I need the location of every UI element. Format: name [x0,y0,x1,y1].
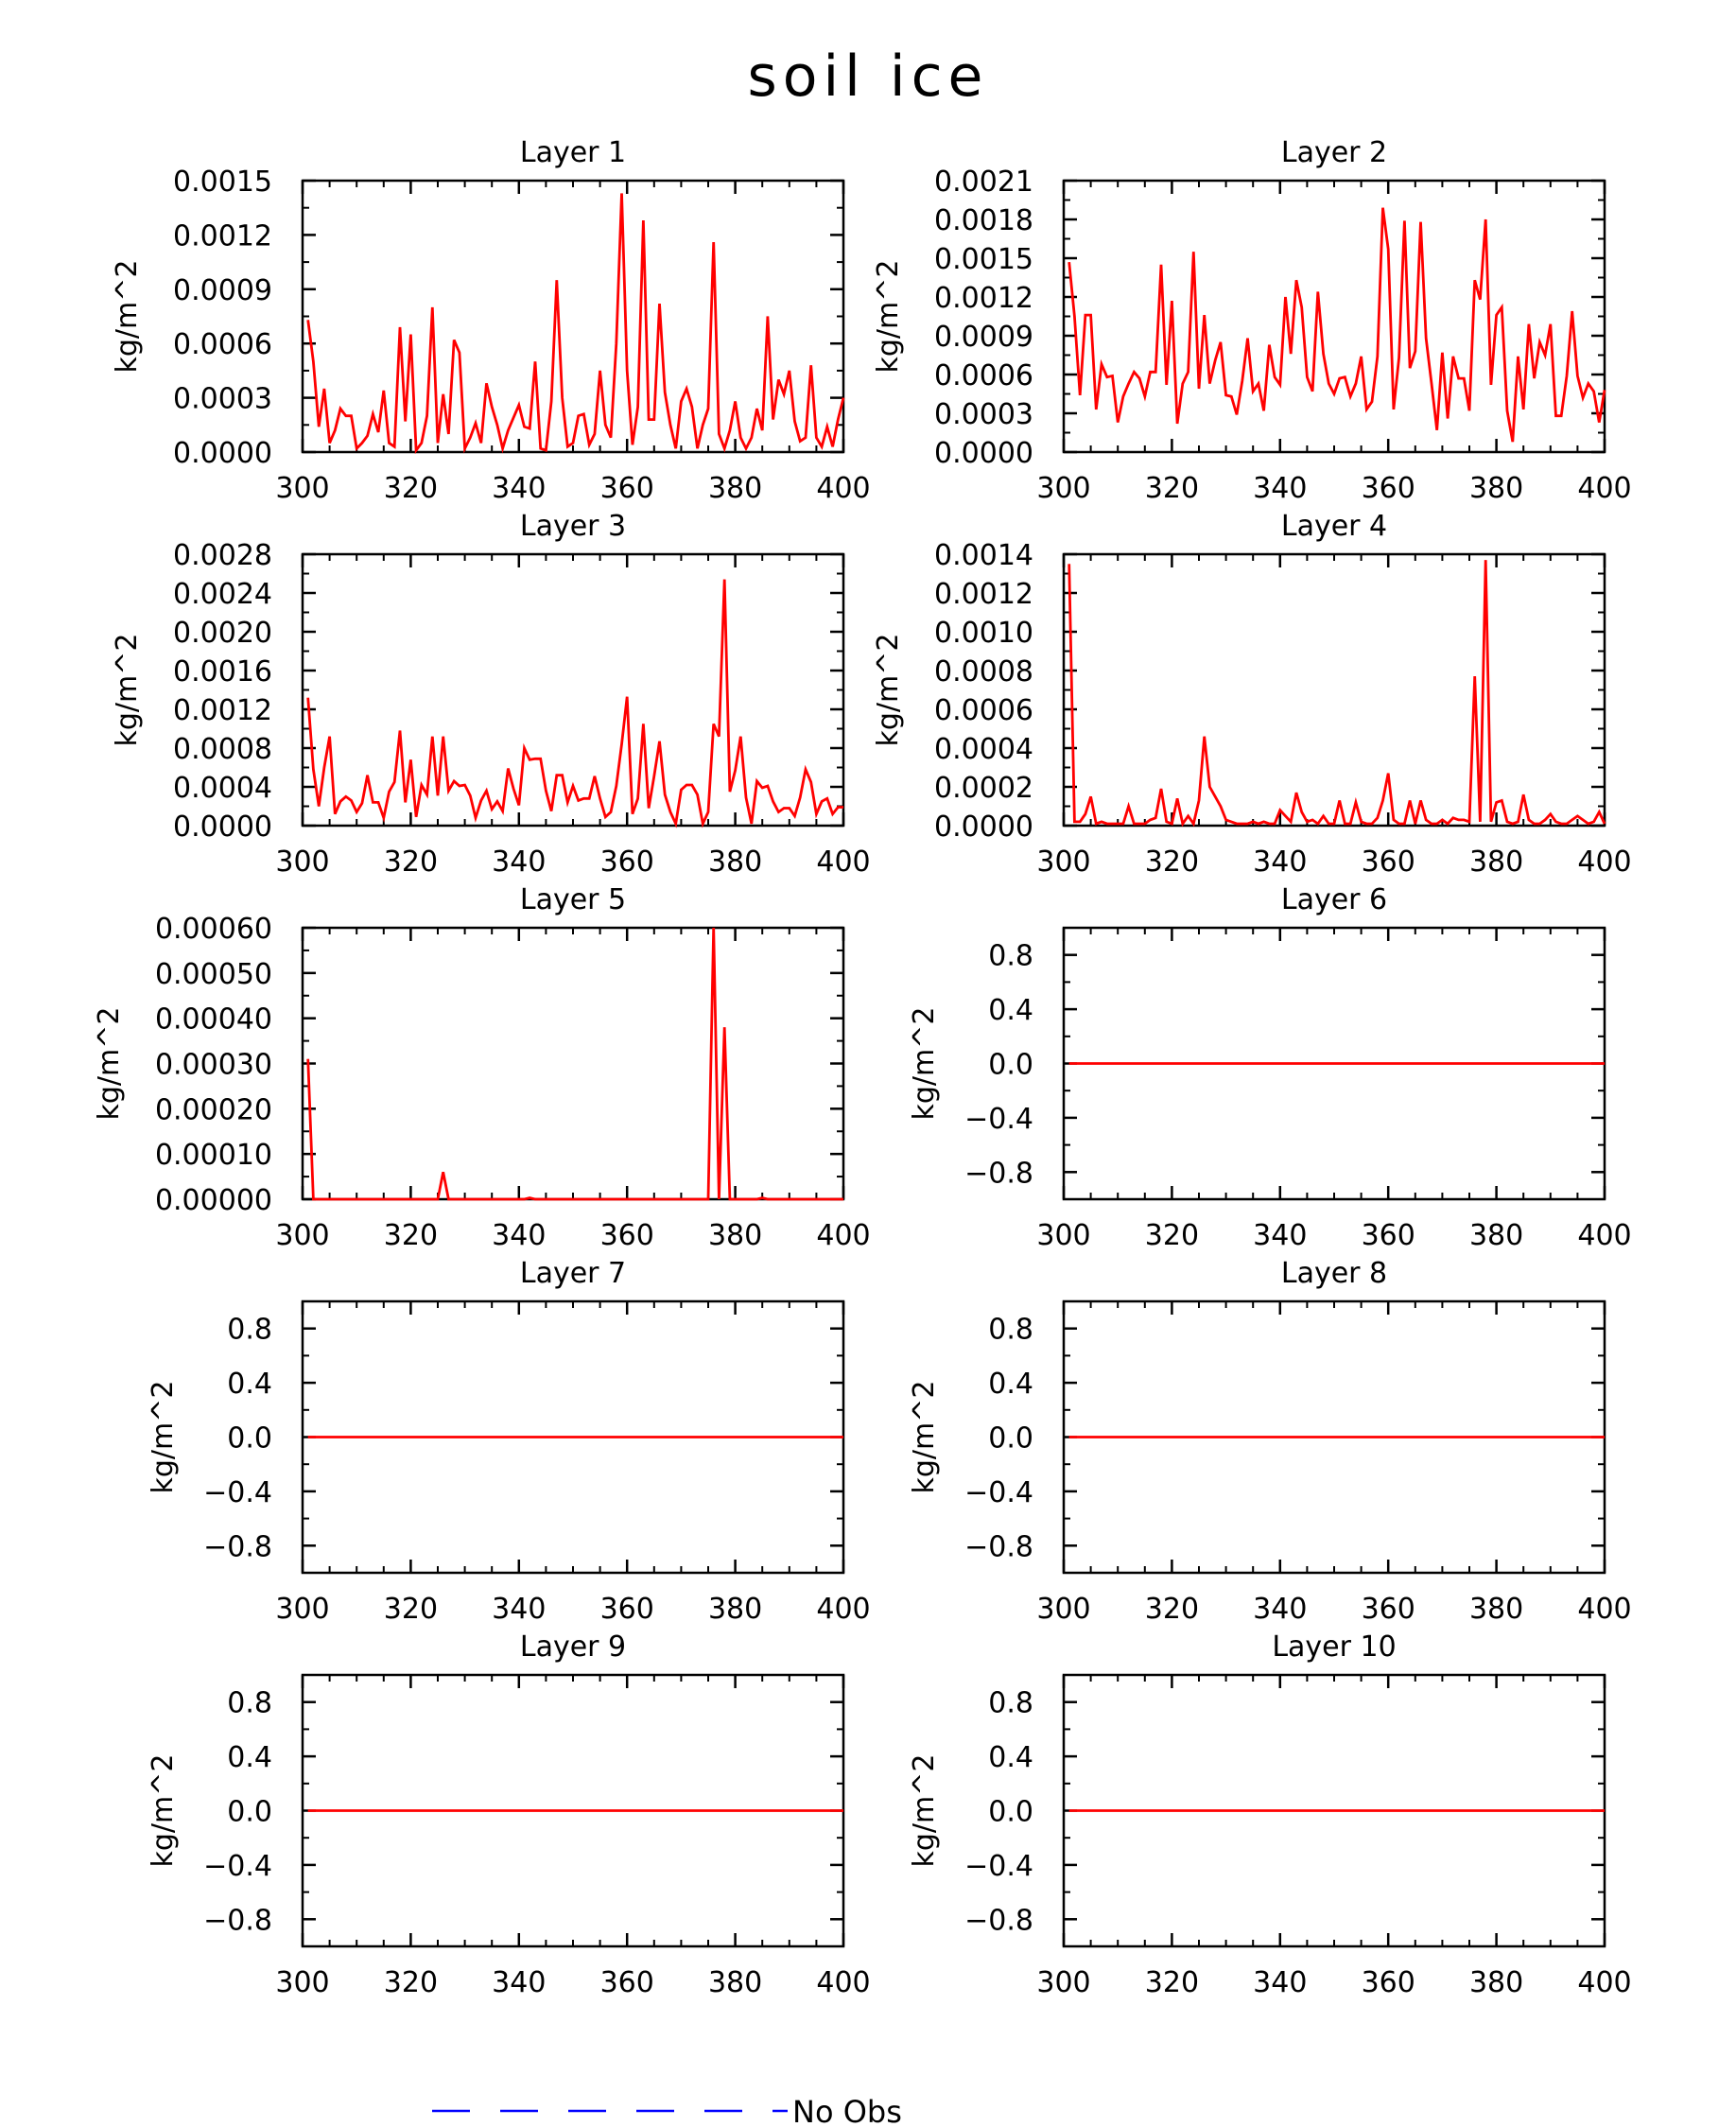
y-tick-label: 0.0012 [173,694,272,727]
x-tick-label: 360 [1361,1219,1415,1252]
plot-frame [1064,181,1605,452]
x-tick-label: 360 [599,472,654,505]
x-tick-label: 340 [1253,1219,1308,1252]
y-tick-label: 0.0015 [173,166,272,199]
x-tick-label: 400 [816,1593,871,1626]
panel-title: Layer 2 [1280,136,1388,169]
y-axis-label: kg/m^2 [908,1380,941,1494]
x-tick-label: 400 [816,472,871,505]
x-tick-label: 340 [1253,1966,1308,1999]
legend-label-no-obs: No Obs [792,2094,902,2127]
chart-panel-2 [872,136,1632,505]
panel-title: Layer 9 [519,1630,627,1664]
y-axis-label: kg/m^2 [872,633,905,747]
y-tick-label: −0.8 [203,1904,272,1938]
y-tick-label: 0.0012 [934,282,1033,315]
y-axis-label: kg/m^2 [93,1006,126,1121]
x-tick-label: 380 [1468,1219,1524,1252]
y-tick-label: 0.0006 [173,328,272,362]
y-axis-label: kg/m^2 [908,1753,941,1868]
y-tick-label: 0.0000 [934,811,1033,844]
y-tick-label: 0.4 [227,1368,272,1402]
x-tick-label: 400 [1577,472,1632,505]
y-tick-label: 0.0021 [934,166,1033,199]
x-tick-label: 320 [383,1966,439,1999]
y-tick-label: 0.0020 [173,617,272,650]
chart-panel-3 [111,510,871,879]
y-tick-label: −0.8 [964,1157,1033,1191]
x-tick-label: 320 [1144,1219,1200,1252]
chart-panel-9 [147,1630,871,1999]
x-tick-label: 320 [383,472,439,505]
chart-panel-5 [93,883,871,1252]
y-tick-label: 0.0 [227,1421,272,1456]
x-tick-label: 340 [492,472,547,505]
x-tick-label: 380 [707,1966,763,1999]
x-tick-label: 380 [1468,846,1524,879]
y-tick-label: 0.0018 [934,204,1033,237]
x-tick-label: 340 [492,846,547,879]
y-tick-label: 0.0012 [934,578,1033,611]
x-tick-label: 300 [275,1966,330,1999]
plot-frame [1064,554,1605,826]
x-tick-label: 340 [1253,846,1308,879]
y-axis-label: kg/m^2 [147,1753,180,1868]
x-tick-label: 300 [275,846,330,879]
x-tick-label: 360 [599,1219,654,1252]
y-tick-label: 0.00030 [154,1048,272,1082]
y-axis-label: kg/m^2 [147,1380,180,1494]
x-tick-label: 300 [1036,472,1091,505]
chart-panel-8 [908,1257,1632,1626]
panel-title: Layer 4 [1280,510,1388,543]
y-tick-label: −0.8 [964,1904,1033,1938]
x-tick-label: 400 [1577,1966,1632,1999]
x-tick-label: 300 [275,1593,330,1626]
x-tick-label: 400 [816,1219,871,1252]
y-tick-label: 0.0002 [934,772,1033,805]
x-tick-label: 360 [1361,472,1415,505]
x-tick-label: 380 [707,1219,763,1252]
y-tick-label: 0.0024 [173,578,272,611]
y-tick-label: 0.0004 [934,733,1033,766]
y-tick-label: 0.0 [988,1048,1033,1082]
series-line-1 [308,580,843,824]
y-tick-label: 0.0012 [173,219,272,253]
panel-title: Layer 7 [519,1257,627,1290]
x-tick-label: 400 [1577,1219,1632,1252]
series-line-1 [308,928,843,1199]
y-tick-label: 0.0009 [173,273,272,307]
y-tick-label: −0.4 [964,1849,1033,1883]
x-tick-label: 300 [1036,1219,1091,1252]
y-tick-label: 0.4 [988,1741,1033,1775]
y-tick-label: 0.4 [988,994,1033,1028]
y-tick-label: 0.0 [227,1795,272,1829]
x-tick-label: 340 [492,1593,547,1626]
x-tick-label: 340 [1253,1593,1308,1626]
y-tick-label: 0.00040 [154,1002,272,1037]
y-tick-label: 0.0016 [173,655,272,689]
y-tick-label: 0.8 [227,1313,272,1347]
y-axis-label: kg/m^2 [111,259,144,374]
x-tick-label: 300 [275,1219,330,1252]
chart-panel-10 [908,1630,1632,1999]
x-tick-label: 380 [707,846,763,879]
panels [93,136,1632,1999]
y-tick-label: −0.4 [964,1102,1033,1136]
x-tick-label: 300 [275,472,330,505]
y-tick-label: 0.8 [988,1686,1033,1720]
y-tick-label: 0.0006 [934,694,1033,727]
y-tick-label: 0.0 [988,1795,1033,1829]
series-line-1 [1069,560,1605,824]
x-tick-label: 320 [383,1219,439,1252]
y-tick-label: 0.0006 [934,359,1033,392]
x-tick-label: 400 [1577,1593,1632,1626]
y-tick-label: 0.00010 [154,1139,272,1173]
y-tick-label: −0.8 [203,1530,272,1564]
panel-title: Layer 6 [1280,883,1388,916]
y-tick-label: 0.0000 [173,811,272,844]
x-tick-label: 380 [707,1593,763,1626]
x-tick-label: 320 [1144,1593,1200,1626]
x-tick-label: 360 [599,1593,654,1626]
x-tick-label: 380 [1468,1966,1524,1999]
x-tick-label: 400 [816,846,871,879]
x-tick-label: 300 [1036,1966,1091,1999]
x-tick-label: 340 [492,1966,547,1999]
y-tick-label: 0.0000 [934,437,1033,470]
x-tick-label: 320 [383,846,439,879]
y-tick-label: 0.00050 [154,957,272,991]
panel-title: Layer 5 [519,883,627,916]
y-tick-label: 0.4 [227,1741,272,1775]
chart-panel-7 [147,1257,871,1626]
y-tick-label: 0.8 [988,939,1033,973]
series-line-1 [308,193,843,450]
y-tick-label: 0.0 [988,1421,1033,1456]
y-tick-label: 0.0008 [173,733,272,766]
x-tick-label: 360 [599,846,654,879]
figure-title: soil ice [747,44,989,110]
chart-panel-4 [872,510,1632,879]
chart-panel-1 [111,136,871,505]
x-tick-label: 380 [1468,1593,1524,1626]
y-tick-label: −0.4 [203,1475,272,1509]
x-tick-label: 340 [1253,472,1308,505]
y-tick-label: 0.8 [988,1313,1033,1347]
x-tick-label: 300 [1036,1593,1091,1626]
y-tick-label: 0.0004 [173,772,272,805]
y-tick-label: 0.00000 [154,1184,272,1217]
y-tick-label: 0.4 [988,1368,1033,1402]
series-line-1 [1069,208,1605,442]
x-tick-label: 300 [1036,846,1091,879]
x-tick-label: 360 [1361,1593,1415,1626]
x-tick-label: 320 [1144,1966,1200,1999]
panel-title: Layer 8 [1280,1257,1388,1290]
x-tick-label: 380 [1468,472,1524,505]
y-tick-label: 0.0009 [934,321,1033,354]
x-tick-label: 360 [1361,846,1415,879]
y-tick-label: 0.0000 [173,437,272,470]
x-tick-label: 320 [1144,846,1200,879]
y-tick-label: 0.0010 [934,617,1033,650]
y-tick-label: 0.0003 [934,398,1033,431]
y-tick-label: 0.00060 [154,913,272,946]
y-axis-label: kg/m^2 [111,633,144,747]
panel-title: Layer 3 [519,510,627,543]
y-axis-label: kg/m^2 [908,1006,941,1121]
y-tick-label: 0.8 [227,1686,272,1720]
y-tick-label: −0.8 [964,1530,1033,1564]
x-tick-label: 400 [1577,846,1632,879]
y-tick-label: 0.0008 [934,655,1033,689]
plot-frame [303,928,843,1199]
y-tick-label: 0.0028 [173,539,272,572]
y-tick-label: −0.4 [203,1849,272,1883]
panel-title: Layer 1 [519,136,627,169]
y-tick-label: 0.0003 [173,382,272,416]
x-tick-label: 320 [383,1593,439,1626]
panel-title: Layer 10 [1272,1630,1397,1664]
y-tick-label: 0.0014 [934,539,1033,572]
legend [432,2094,902,2127]
x-tick-label: 380 [707,472,763,505]
chart-panel-6 [908,883,1632,1252]
y-tick-label: 0.0015 [934,243,1033,276]
y-tick-label: −0.4 [964,1475,1033,1509]
y-tick-label: 0.00020 [154,1093,272,1127]
y-axis-label: kg/m^2 [872,259,905,374]
x-tick-label: 360 [1361,1966,1415,1999]
x-tick-label: 340 [492,1219,547,1252]
x-tick-label: 360 [599,1966,654,1999]
x-tick-label: 400 [816,1966,871,1999]
x-tick-label: 320 [1144,472,1200,505]
